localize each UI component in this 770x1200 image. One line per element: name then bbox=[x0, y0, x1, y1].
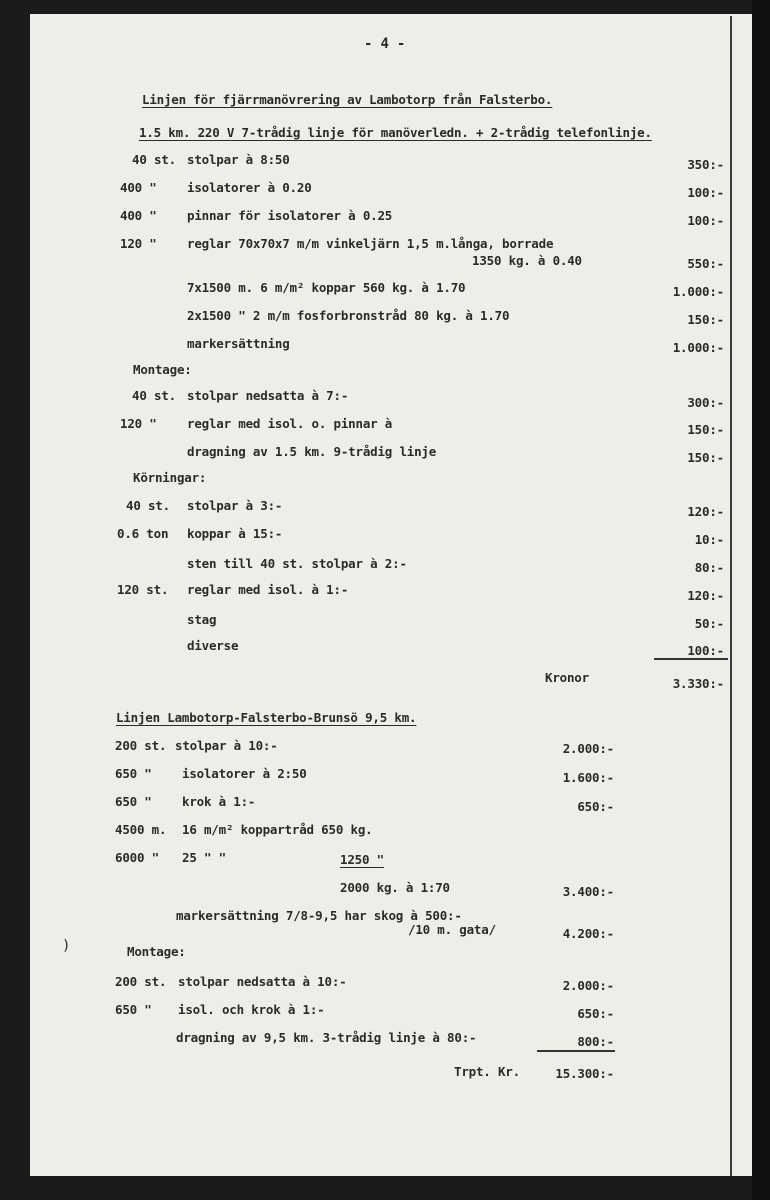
s2-total: 15.300:- bbox=[555, 1066, 614, 1081]
s2-item-amount: 4.200:- bbox=[562, 926, 614, 941]
s1-total: 3.330:- bbox=[672, 676, 724, 691]
s1-item-amount: 550:- bbox=[687, 256, 724, 271]
s1-item-qty: 120 " bbox=[120, 236, 157, 251]
s2-item-desc: 25 " " bbox=[182, 850, 226, 865]
sum-rule bbox=[654, 658, 728, 660]
s1-korning-amount: 120:- bbox=[687, 588, 724, 603]
s1-item-amount: 100:- bbox=[687, 185, 724, 200]
s2-montage-qty: 200 st. bbox=[115, 974, 167, 989]
s2-item-amount: 650:- bbox=[577, 799, 614, 814]
s2-item-desc: 16 m/m² koppartråd 650 kg. bbox=[182, 822, 373, 837]
s2-item-amount: 3.400:- bbox=[562, 884, 614, 899]
s1-item-desc: stolpar à 8:50 bbox=[187, 152, 290, 167]
s1-montage-qty: 40 st. bbox=[132, 388, 176, 403]
s1-item-qty: 40 st. bbox=[132, 152, 176, 167]
s1-total-label: Kronor bbox=[545, 670, 589, 685]
s1-item-amount: 100:- bbox=[687, 213, 724, 228]
sum-rule bbox=[537, 1050, 615, 1052]
s1-montage-label: Montage: bbox=[133, 362, 192, 377]
s2-item-amount: 1.600:- bbox=[562, 770, 614, 785]
s2-item-desc: markersättning 7/8-9,5 har skog à 500:- bbox=[176, 908, 462, 923]
section1-subtitle: 1.5 km. 220 V 7-trådig linje för manöverledn. + 2-trådig telefonlinje. bbox=[139, 125, 652, 140]
s2-item-desc: krok à 1:- bbox=[182, 794, 256, 809]
s1-item-desc: pinnar för isolatorer à 0.25 bbox=[187, 208, 393, 223]
s2-item-extra: 1250 " bbox=[340, 852, 384, 867]
s1-korning-amount: 80:- bbox=[694, 560, 724, 575]
scan-edge bbox=[752, 0, 770, 1200]
page-number: - 4 - bbox=[364, 36, 406, 52]
s1-montage-desc: dragning av 1.5 km. 9-trådig linje bbox=[187, 444, 437, 459]
s1-korning-amount: 100:- bbox=[687, 643, 724, 658]
s1-item-amount: 1.000:- bbox=[672, 340, 724, 355]
s1-korning-amount: 120:- bbox=[687, 504, 724, 519]
s1-montage-amount: 300:- bbox=[687, 395, 724, 410]
s1-korning-desc: sten till 40 st. stolpar à 2:- bbox=[187, 556, 407, 571]
s2-montage-amount: 2.000:- bbox=[562, 978, 614, 993]
s2-montage-desc: stolpar nedsatta à 10:- bbox=[178, 974, 347, 989]
s1-montage-amount: 150:- bbox=[687, 450, 724, 465]
s1-korning-desc: koppar à 15:- bbox=[187, 526, 283, 541]
s2-item-desc2: /10 m. gata/ bbox=[408, 922, 496, 937]
s2-montage-desc: dragning av 9,5 km. 3-trådig linje à 80:- bbox=[176, 1030, 477, 1045]
s1-item-desc: 2x1500 " 2 m/m fosforbronstråd 80 kg. à 1.70 bbox=[187, 308, 510, 323]
s1-korning-desc: stolpar à 3:- bbox=[187, 498, 283, 513]
s2-item-desc: 2000 kg. à 1:70 bbox=[340, 880, 450, 895]
s2-montage-qty: 650 " bbox=[115, 1002, 152, 1017]
s1-item-desc: isolatorer à 0.20 bbox=[187, 180, 312, 195]
s2-montage-label: Montage: bbox=[127, 944, 186, 959]
margin-mark: ) bbox=[62, 938, 71, 954]
s1-korning-qty: 120 st. bbox=[117, 582, 169, 597]
s1-item-amount: 1.000:- bbox=[672, 284, 724, 299]
page-edge-line bbox=[730, 16, 732, 1176]
s1-korning-desc: diverse bbox=[187, 638, 239, 653]
s1-item-desc: reglar 70x70x7 m/m vinkeljärn 1,5 m.långa, borrade bbox=[187, 236, 554, 251]
s1-korning-qty: 0.6 ton bbox=[117, 526, 169, 541]
s1-item-qty: 400 " bbox=[120, 180, 157, 195]
s2-item-desc: isolatorer à 2:50 bbox=[182, 766, 307, 781]
s2-item-desc: stolpar à 10:- bbox=[175, 738, 278, 753]
s2-item-qty: 650 " bbox=[115, 766, 152, 781]
s1-montage-desc: stolpar nedsatta à 7:- bbox=[187, 388, 349, 403]
s1-korningar-label: Körningar: bbox=[133, 470, 207, 485]
section1-title: Linjen för fjärrmanövrering av Lambotorp från Falsterbo. bbox=[142, 92, 553, 107]
s1-korning-qty: 40 st. bbox=[126, 498, 170, 513]
s2-item-amount: 2.000:- bbox=[562, 741, 614, 756]
s2-item-qty: 6000 " bbox=[115, 850, 159, 865]
s1-montage-qty: 120 " bbox=[120, 416, 157, 431]
s2-montage-desc: isol. och krok à 1:- bbox=[178, 1002, 325, 1017]
s1-korning-amount: 50:- bbox=[694, 616, 724, 631]
s1-item-amount: 150:- bbox=[687, 312, 724, 327]
section2-title: Linjen Lambotorp-Falsterbo-Brunsö 9,5 km. bbox=[116, 710, 417, 725]
s1-korning-desc: stag bbox=[187, 612, 217, 627]
s2-montage-amount: 650:- bbox=[577, 1006, 614, 1021]
s1-montage-desc: reglar med isol. o. pinnar à bbox=[187, 416, 393, 431]
s2-total-label: Trpt. Kr. bbox=[454, 1064, 520, 1079]
s1-item-desc2: 1350 kg. à 0.40 bbox=[472, 253, 582, 268]
s2-item-qty: 200 st. bbox=[115, 738, 167, 753]
s1-item-amount: 350:- bbox=[687, 157, 724, 172]
s2-item-qty: 4500 m. bbox=[115, 822, 167, 837]
s1-montage-amount: 150:- bbox=[687, 422, 724, 437]
s1-item-desc: 7x1500 m. 6 m/m² koppar 560 kg. à 1.70 bbox=[187, 280, 466, 295]
s1-korning-desc: reglar med isol. à 1:- bbox=[187, 582, 349, 597]
s2-montage-amount: 800:- bbox=[577, 1034, 614, 1049]
s1-korning-amount: 10:- bbox=[694, 532, 724, 547]
s1-item-desc: markersättning bbox=[187, 336, 290, 351]
s1-item-qty: 400 " bbox=[120, 208, 157, 223]
s2-item-qty: 650 " bbox=[115, 794, 152, 809]
